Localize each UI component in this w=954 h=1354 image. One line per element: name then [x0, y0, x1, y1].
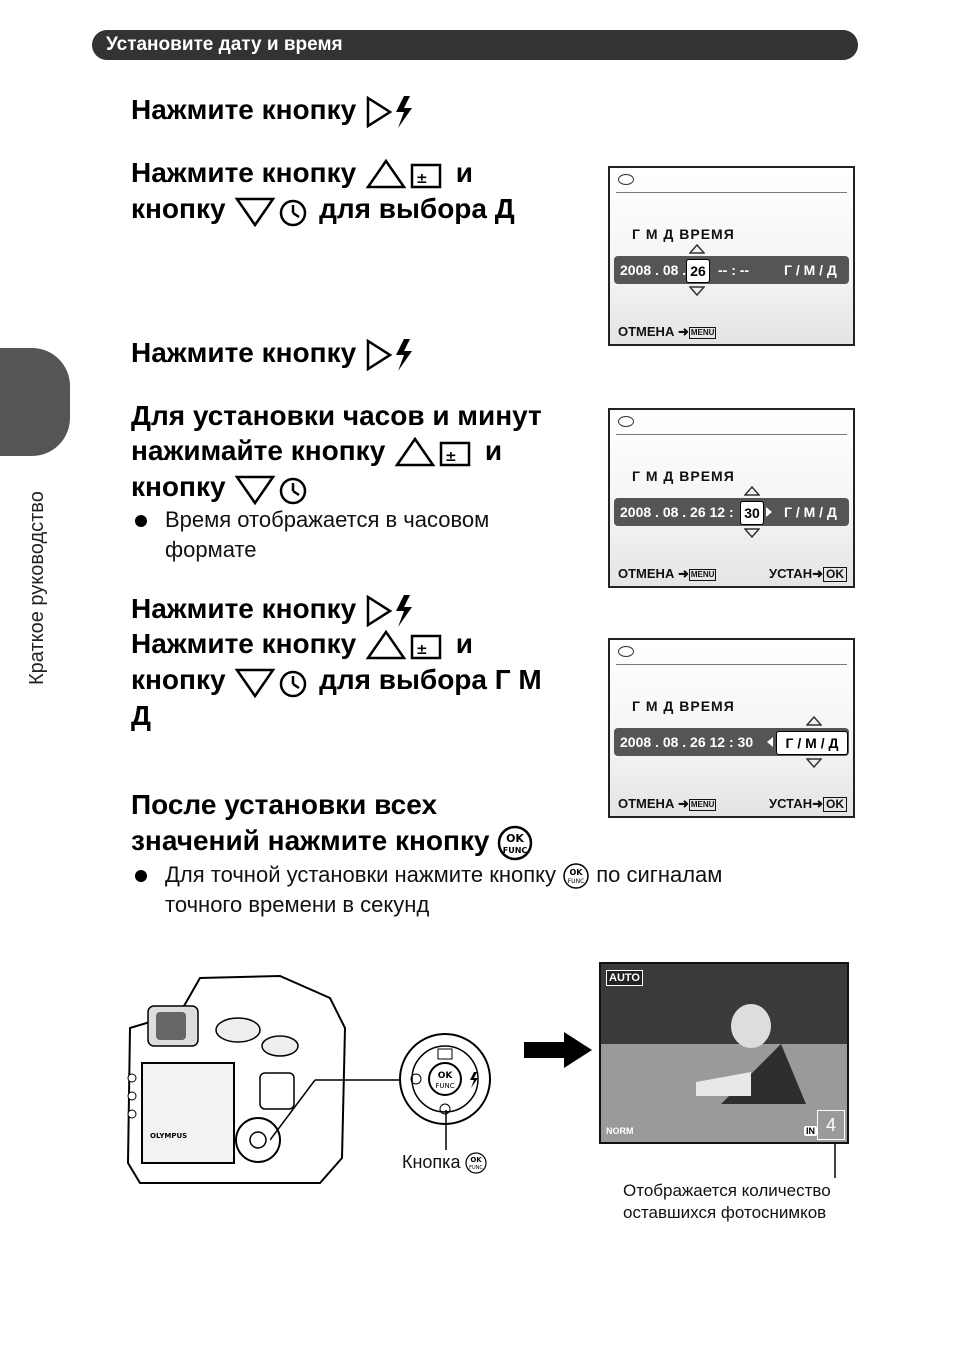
pad-pointer-line	[444, 1110, 448, 1150]
up-exposure-icon	[364, 157, 448, 193]
side-label: Краткое руководство	[26, 491, 48, 685]
up-arrow-icon	[744, 486, 760, 496]
count-caption: Отображается количество оставшихся фотоснимков	[623, 1181, 831, 1222]
left-arrow-icon	[766, 736, 774, 748]
lcd-screen-time: Г М Д ВРЕМЯ 2008 . 08 . 26 12 : 30 Г / М / Д ОТМЕНА ➜ MENU УСТАН➜ OK	[608, 408, 855, 588]
step-confirm-a: После установки всех	[131, 789, 438, 820]
svg-text:OK: OK	[437, 1071, 453, 1081]
internal-memory-badge: IN	[806, 1126, 815, 1136]
connector-line	[270, 1070, 410, 1150]
down-arrow-icon	[689, 286, 705, 296]
right-arrow-icon	[765, 506, 773, 518]
down-timer-icon	[233, 471, 311, 507]
right-flash-icon	[364, 593, 420, 629]
step-press-right	[131, 92, 420, 130]
svg-text:OK: OK	[470, 1156, 483, 1165]
step-select-format-a: Нажмите кнопку ± и	[131, 626, 473, 664]
svg-text:±: ±	[445, 448, 457, 465]
remaining-count: 4	[817, 1110, 845, 1140]
lcd-screen-day: Г М Д ВРЕМЯ 2008 . 08 . 26 -- : -- Г / М / Д ОТМЕНА ➜ MENU	[608, 166, 855, 346]
section-header: Установите дату и время	[92, 30, 858, 60]
up-arrow-icon	[806, 716, 822, 726]
photo-scene	[601, 964, 847, 1142]
ok-func-icon	[465, 1152, 487, 1174]
svg-text:FUNC: FUNC	[503, 845, 528, 855]
step-select-day-a: Нажмите кнопку ± и	[131, 155, 473, 193]
svg-text:FUNC: FUNC	[435, 1082, 455, 1090]
arrow-right-icon	[524, 1030, 594, 1070]
day-field[interactable]: 26	[686, 259, 710, 283]
mode-auto-badge: AUTO	[606, 970, 643, 986]
step-text: Нажмите кнопку	[131, 94, 357, 125]
down-arrow-icon	[806, 758, 822, 768]
step-press-right-2: Нажмите кнопку	[131, 335, 420, 373]
brand-label: OLYMPUS	[150, 1132, 188, 1140]
svg-text:FUNC: FUNC	[567, 878, 585, 886]
side-tab	[0, 348, 70, 456]
step-select-format-b: кнопку для выбора Г М	[131, 662, 542, 700]
right-flash-icon	[364, 337, 420, 373]
bullet-24h: Время отображается в часовом формате	[135, 505, 575, 569]
count-pointer-line	[833, 1144, 837, 1178]
svg-text:±: ±	[415, 641, 428, 658]
right-flash-icon	[364, 94, 420, 130]
bullet-time-signal: Для точной установки нажмите кнопку OK FUNC по сигналам точного времени в секунд	[135, 860, 835, 924]
down-timer-icon	[233, 193, 311, 229]
up-exposure-icon	[393, 435, 477, 471]
step-set-time-b: нажимайте кнопку ± и	[131, 433, 502, 471]
step-select-format-c: Д	[131, 700, 151, 731]
svg-text:OK: OK	[569, 868, 583, 878]
step-confirm-b: значений нажмите кнопку OK FUNC	[131, 823, 533, 861]
step-set-time-a: Для установки часов и минут	[131, 400, 542, 431]
ok-button-caption: Кнопка OK FUNC	[402, 1152, 487, 1174]
format-field[interactable]: Г / М / Д	[776, 731, 848, 755]
svg-text:±: ±	[415, 170, 428, 187]
lcd-screen-format: Г М Д ВРЕМЯ 2008 . 08 . 26 12 : 30 Г / М / Д ОТМЕНА ➜ MENU УСТАН➜ OK	[608, 638, 855, 818]
down-arrow-icon	[744, 528, 760, 538]
svg-text:OK: OK	[506, 831, 525, 845]
up-arrow-icon	[689, 244, 705, 254]
clock-icon	[618, 646, 634, 657]
clock-icon	[618, 174, 634, 185]
clock-icon	[618, 416, 634, 427]
up-exposure-icon	[364, 628, 448, 664]
ok-func-icon	[562, 862, 590, 890]
svg-text:FUNC: FUNC	[469, 1165, 484, 1172]
minute-field[interactable]: 30	[740, 501, 764, 525]
step-set-time-c: кнопку	[131, 469, 311, 507]
down-timer-icon	[233, 664, 311, 700]
step-select-day-b: кнопку для выбора Д	[131, 191, 515, 229]
photo-screen	[599, 962, 849, 1144]
norm-badge: NORM	[606, 1126, 634, 1136]
step-press-right-3: Нажмите кнопку	[131, 591, 420, 629]
ok-func-icon	[497, 825, 533, 861]
